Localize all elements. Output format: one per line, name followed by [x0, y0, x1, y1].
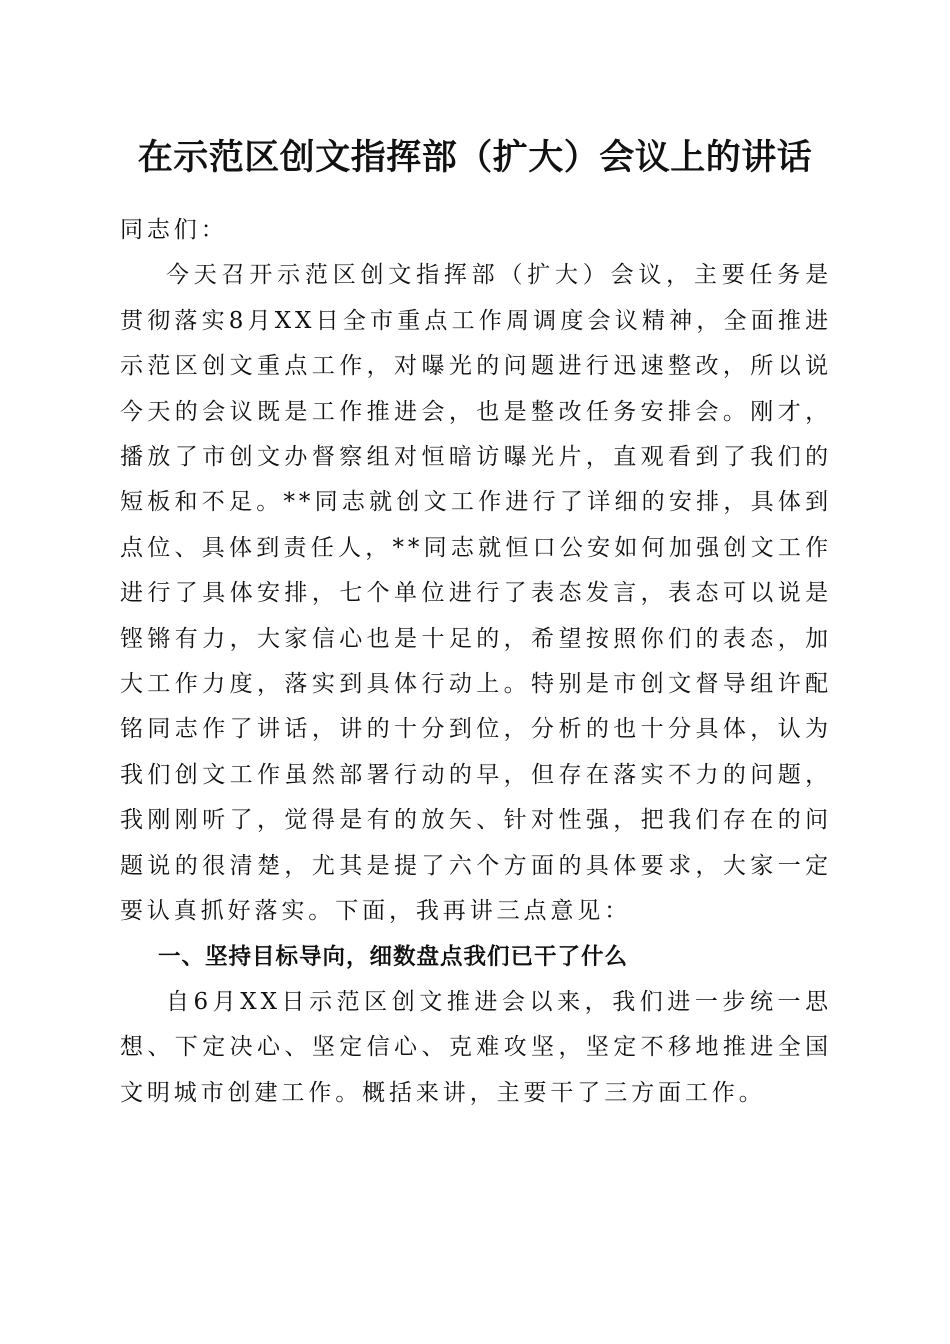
paragraph-section-1: 自6月XX日示范区创文推进会以来，我们进一步统一思想、下定决心、坚定信心、克难攻坚，坚定不移地推进全国文明城市创建工作。概括来讲，主要干了三方面工作。: [120, 988, 832, 1106]
salutation: 同志们：: [120, 217, 228, 243]
document-body: [120, 208, 832, 1116]
document-title: 在示范区创文指挥部（扩大）会议上的讲话: [137, 138, 813, 178]
section-heading-1: 一、坚持目标导向，细数盘点我们已干了什么: [158, 943, 629, 970]
paragraph-opening: 今天召开示范区创文指挥部（扩大）会议，主要任务是贯彻落实8月XX日全市重点工作周调度会议精神，全面推进示范区创文重点工作，对曝光的问题进行迅速整改，所以说今天的会议既是工作推进会，也是整改任务安排会。刚才，播放了市创文办督察组对恒暗访曝光片，直观看到了我们的短板和不足。**同志就创文工作进行了详细的安排，具体到点位、具体到责任人，**同志就恒口公安如何加强创文工作进行了具体安排，七个单位进行了表态发言，表态可以说是铿锵有力，大家信心也是十足的，希望按照你们的表态，加大工作力度，落实到具体行动上。特别是市创文督导组许配铭同志作了讲话，讲的十分到位，分析的也十分具体，认为我们创文工作虽然部署行动的早，但存在落实不力的问题，我刚刚听了，觉得是有的放矢、针对性强，把我们存在的问题说的很清楚，尤其是提了六个方面的具体要求，大家一定要认真抓好落实。下面，我再讲三点意见：: [120, 262, 832, 925]
